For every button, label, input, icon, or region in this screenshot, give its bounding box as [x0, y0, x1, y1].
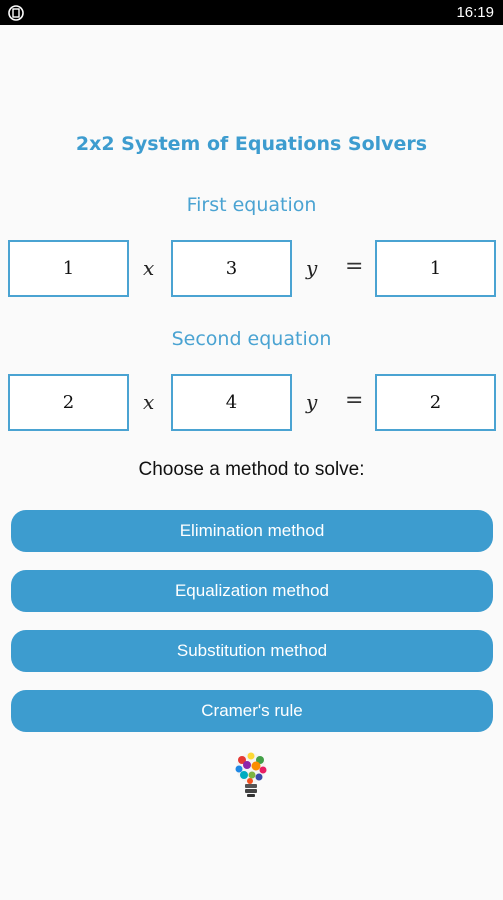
first-equation-constant-input[interactable]: 1: [375, 240, 496, 297]
status-time: 16:19: [456, 4, 494, 21]
first-equation-label: First equation: [186, 194, 317, 216]
second-equation-x-variable: x: [143, 390, 155, 414]
first-equation-x-variable: x: [143, 256, 155, 280]
method-prompt: Choose a method to solve:: [138, 459, 365, 480]
first-equation-y-variable: y: [306, 256, 318, 280]
elimination-method-button[interactable]: Elimination method: [11, 510, 493, 552]
first-equation-x-coefficient-input[interactable]: 1: [8, 240, 129, 297]
second-equation-y-variable: y: [306, 390, 318, 414]
cramers-rule-button[interactable]: Cramer's rule: [11, 690, 493, 732]
second-equation-equals-sign: =: [345, 388, 364, 413]
lightbulb-icon: [233, 751, 269, 799]
second-equation-y-coefficient-input[interactable]: 4: [171, 374, 292, 431]
second-equation-constant-input[interactable]: 2: [375, 374, 496, 431]
device-frame-icon: [8, 5, 24, 21]
second-equation-x-coefficient-input[interactable]: 2: [8, 374, 129, 431]
first-equation-equals-sign: =: [345, 254, 364, 279]
equalization-method-button[interactable]: Equalization method: [11, 570, 493, 612]
substitution-method-button[interactable]: Substitution method: [11, 630, 493, 672]
page-title: 2x2 System of Equations Solvers: [75, 133, 428, 155]
first-equation-y-coefficient-input[interactable]: 3: [171, 240, 292, 297]
second-equation-label: Second equation: [171, 328, 332, 350]
status-bar: [0, 0, 503, 25]
